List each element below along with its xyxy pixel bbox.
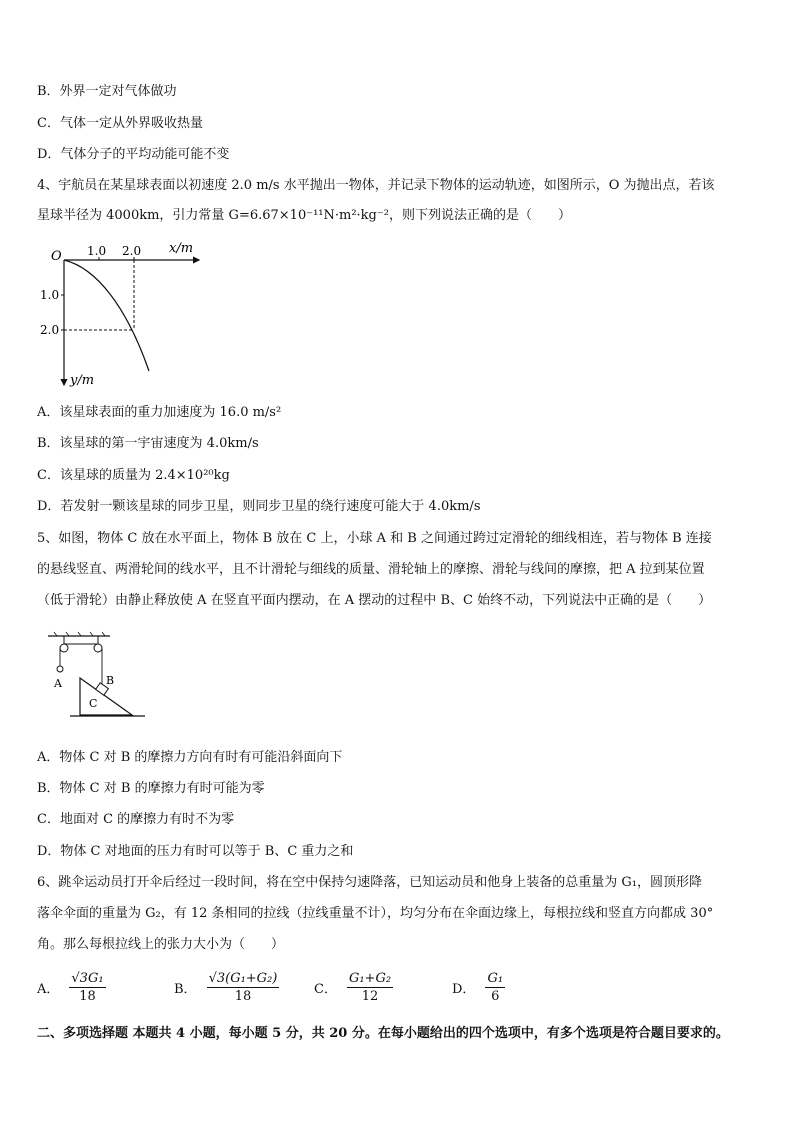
label-a: A bbox=[54, 677, 62, 690]
y-axis-label: y/m bbox=[70, 373, 95, 388]
q5-stem-line2: 的悬线竖直、两滑轮间的线水平，且不计滑轮与细线的质量、滑轮轴上的摩擦、滑轮与线间的摩擦，把 A 拉到某位置 bbox=[37, 562, 705, 577]
q3-option-d: D．气体分子的平均动能可能不变 bbox=[37, 147, 230, 162]
label-b: B bbox=[106, 674, 115, 687]
q6-option-c-fraction bbox=[347, 971, 393, 1004]
q4-option-c: C．该星球的质量为 2.4×10²⁰kg bbox=[37, 468, 230, 483]
label-c: C bbox=[89, 697, 98, 710]
fraction-numerator: √3G₁ bbox=[71, 971, 104, 986]
pulley-left bbox=[60, 644, 68, 652]
fraction-denominator: 18 bbox=[79, 989, 96, 1004]
fraction-denominator: 12 bbox=[361, 989, 379, 1004]
fraction-denominator: 6 bbox=[491, 989, 500, 1004]
q6-stem-line2: 落伞伞面的重量为 G₂，有 12 条相同的拉线（拉线重量不计），均匀分布在伞面边缘上，每根拉线和竖直方向都成 30° bbox=[37, 906, 714, 921]
q6-option-d-label: D． bbox=[452, 982, 476, 997]
fraction-numerator: G₁+G₂ bbox=[348, 971, 392, 986]
q4-option-d: D．若发射一颗该星球的同步卫星，则同步卫星的绕行速度可能大于 4.0km/s bbox=[37, 499, 481, 514]
fraction-denominator: 18 bbox=[234, 989, 252, 1004]
q6-option-b-fraction bbox=[207, 971, 280, 1004]
q5-pulley-figure bbox=[40, 628, 150, 723]
q3-option-c: C．气体一定从外界吸收热量 bbox=[37, 116, 203, 131]
y-tick-2: 2.0 bbox=[40, 323, 60, 337]
q5-option-d: D．物体 C 对地面的压力有时可以等于 B、C 重力之和 bbox=[37, 844, 354, 859]
q4-option-a: A．该星球表面的重力加速度为 16.0 m/s² bbox=[37, 405, 282, 420]
x-tick-1: 1.0 bbox=[87, 244, 107, 258]
x-tick-2: 2.0 bbox=[122, 244, 142, 258]
q6-option-b-label: B． bbox=[174, 982, 197, 997]
q4-option-b: B．该星球的第一宇宙速度为 4.0km/s bbox=[37, 436, 259, 451]
trajectory-curve bbox=[64, 260, 149, 371]
section-2-heading: 二、多项选择题 本题共 4 小题，每小题 5 分，共 20 分。在每小题给出的四个选项中，有多个选项是符合题目要求的。 bbox=[37, 1026, 729, 1041]
q6-option-d bbox=[452, 971, 505, 1004]
q6-stem-line3: 角。那么每根拉线上的张力大小为（ ） bbox=[37, 937, 285, 952]
q4-trajectory-figure bbox=[37, 238, 217, 388]
q6-option-c bbox=[314, 971, 393, 1004]
ball-a bbox=[57, 666, 63, 672]
q5-option-a: A．物体 C 对 B 的摩擦力方向有时有可能沿斜面向下 bbox=[37, 750, 343, 765]
x-axis-label: x/m bbox=[169, 241, 194, 256]
fraction-numerator: G₁ bbox=[487, 971, 504, 986]
q4-stem-line1: 4、宇航员在某星球表面以初速度 2.0 m/s 水平抛出一物体，并记录下物体的运动轨迹，如图所示，O 为抛出点，若该 bbox=[37, 178, 715, 193]
fraction-numerator: √3(G₁+G₂) bbox=[208, 971, 278, 986]
q6-option-a-label: A． bbox=[37, 982, 60, 997]
q6-option-c-label: C． bbox=[314, 982, 337, 997]
q5-stem-line3: （低于滑轮）由静止释放使 A 在竖直平面内摆动，在 A 摆动的过程中 B、C 始终不动，下列说法中正确的是（ ） bbox=[37, 593, 712, 608]
q6-option-a bbox=[37, 971, 106, 1004]
pulley-right bbox=[94, 644, 102, 652]
q4-stem-line2: 星球半径为 4000km，引力常量 G=6.67×10⁻¹¹N·m²·kg⁻²，则下列说法正确的是（ ） bbox=[37, 208, 571, 223]
q6-stem-line1: 6、跳伞运动员打开伞后经过一段时间，将在空中保持匀速降落，已知运动员和他身上装备的总重量为 G₁，圆顶形降 bbox=[37, 875, 703, 890]
q3-option-b: B．外界一定对气体做功 bbox=[37, 84, 177, 99]
q5-option-c: C．地面对 C 的摩擦力有时不为零 bbox=[37, 812, 235, 827]
q6-option-d-fraction bbox=[485, 971, 505, 1004]
q5-stem-line1: 5、如图，物体 C 放在水平面上，物体 B 放在 C 上，小球 A 和 B 之间通过跨过定滑轮的细线相连，若与物体 B 连接 bbox=[37, 531, 712, 546]
q6-option-a-fraction bbox=[69, 971, 105, 1004]
q6-option-b bbox=[174, 971, 279, 1004]
y-tick-1: 1.0 bbox=[40, 288, 60, 302]
origin-label: O bbox=[51, 249, 62, 264]
q5-option-b: B．物体 C 对 B 的摩擦力有时可能为零 bbox=[37, 781, 265, 796]
